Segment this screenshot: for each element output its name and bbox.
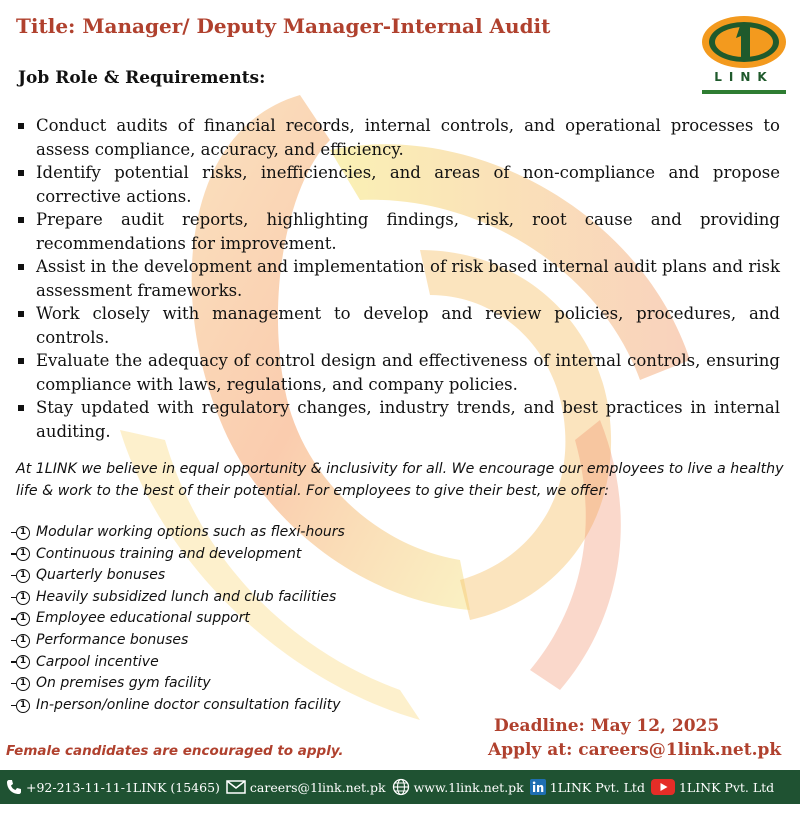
- list-item: Prepare audit reports, highlighting findings, risk, root cause and providing recommendations for improvement.: [16, 208, 780, 255]
- list-item: 1 On premises gym facility: [16, 673, 345, 695]
- list-item: Identify potential risks, inefficiencies, and areas of non-compliance and propose corrective actions.: [16, 161, 780, 208]
- square-bullet-icon: [18, 264, 24, 270]
- numbered-bullet-icon: 1: [16, 526, 30, 540]
- square-bullet-icon: [18, 311, 24, 317]
- list-item: Stay updated with regulatory changes, industry trends, and best practices in internal auditing.: [16, 396, 780, 443]
- contact-footer: [0, 770, 800, 804]
- mail-icon: [226, 780, 246, 794]
- footer-website[interactable]: www.1link.net.pk: [392, 778, 524, 796]
- linkedin-icon: [530, 779, 546, 795]
- list-item: Conduct audits of financial records, internal controls, and operational processes to assess compliance, accuracy, and efficiency.: [16, 114, 780, 161]
- culture-paragraph: At 1LINK we believe in equal opportunity & inclusivity for all. We encourage our employees to live a healthy life & work to the best of their potential. For employees to give their best, we offer:: [16, 461, 784, 499]
- list-item: Evaluate the adequacy of control design and effectiveness of internal controls, ensuring compliance with laws, regulations, and company policies.: [16, 349, 780, 396]
- list-item: 1 Modular working options such as flexi-hours: [16, 522, 345, 544]
- numbered-bullet-icon: 1: [16, 612, 30, 626]
- square-bullet-icon: [18, 358, 24, 364]
- square-bullet-icon: [18, 405, 24, 411]
- list-item: 1 Continuous training and development: [16, 544, 345, 566]
- company-logo: [700, 14, 788, 98]
- list-item: 1 Employee educational support: [16, 608, 345, 630]
- globe-icon: [392, 778, 410, 796]
- list-item: Work closely with management to develop and review policies, procedures, and controls.: [16, 302, 780, 349]
- numbered-bullet-icon: 1: [16, 591, 30, 605]
- numbered-bullet-icon: 1: [16, 655, 30, 669]
- bottom-strip: [0, 804, 800, 824]
- square-bullet-icon: [18, 123, 24, 129]
- list-item: 1 Quarterly bonuses: [16, 565, 345, 587]
- logo-underline: [702, 90, 786, 94]
- numbered-bullet-icon: 1: [16, 699, 30, 713]
- footer-linkedin[interactable]: 1LINK Pvt. Ltd: [530, 779, 645, 795]
- numbered-bullet-icon: 1: [16, 547, 30, 561]
- numbered-bullet-icon: 1: [16, 569, 30, 583]
- square-bullet-icon: [18, 170, 24, 176]
- youtube-icon: [651, 779, 675, 795]
- list-item: 1 Performance bonuses: [16, 630, 345, 652]
- duties-list: [16, 114, 780, 443]
- footer-youtube[interactable]: 1LINK Pvt. Ltd: [651, 779, 774, 795]
- square-bullet-icon: [18, 217, 24, 223]
- apply-text: Apply at: careers@1link.net.pk: [488, 740, 782, 760]
- footer-email[interactable]: careers@1link.net.pk: [226, 780, 386, 795]
- numbered-bullet-icon: 1: [16, 634, 30, 648]
- section-heading: Job Role & Requirements:: [18, 68, 266, 88]
- list-item: Assist in the development and implementation of risk based internal audit plans and risk assessment frameworks.: [16, 255, 780, 302]
- page-title: Title: Manager/ Deputy Manager-Internal Audit: [16, 14, 551, 38]
- footer-phone[interactable]: +92-213-11-11-1LINK (15465): [6, 779, 220, 795]
- benefits-list: [16, 522, 345, 716]
- logo-emblem-icon: [700, 14, 788, 72]
- deadline-text: Deadline: May 12, 2025: [494, 716, 720, 736]
- numbered-bullet-icon: 1: [16, 677, 30, 691]
- list-item: 1 In-person/online doctor consultation facility: [16, 695, 345, 717]
- logo-wordmark: LINK: [714, 70, 774, 84]
- list-item: 1 Carpool incentive: [16, 652, 345, 674]
- phone-icon: [6, 779, 22, 795]
- list-item: 1 Heavily subsidized lunch and club facilities: [16, 587, 345, 609]
- female-candidates-note: Female candidates are encouraged to apply.: [6, 743, 344, 759]
